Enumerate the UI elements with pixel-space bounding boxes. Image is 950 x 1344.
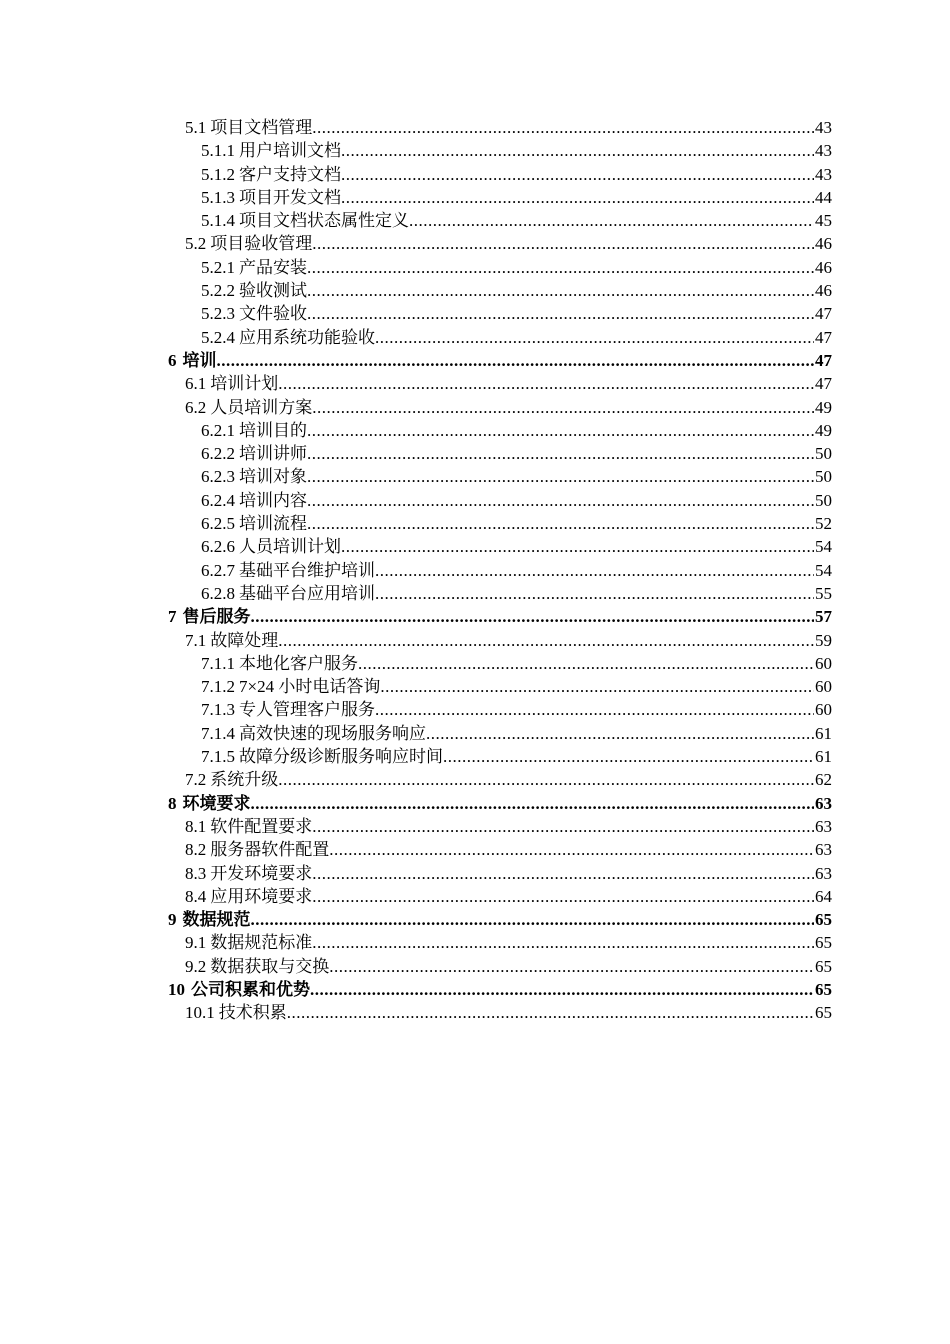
toc-entry-title: 技术积累 [218, 1003, 287, 1023]
toc-entry-title: 公司积累和优势 [191, 979, 310, 999]
toc-entry-number: 5.1.3 [201, 187, 235, 207]
toc-entry[interactable] [0, 349, 950, 372]
toc-entry-title: 数据规范标准 [210, 933, 313, 953]
toc-entry-number: 8.4 [185, 886, 207, 906]
toc-entry-page: 47 [815, 350, 832, 370]
toc-entry-page: 65 [815, 979, 832, 999]
toc-entry-page: 55 [815, 583, 832, 603]
toc-entry-number: 7.1.2 [201, 677, 235, 697]
toc-entry-page: 43 [815, 164, 832, 184]
toc-entry-line [201, 559, 832, 582]
toc-entry-number: 6.2.3 [201, 467, 235, 487]
toc-entry-line [185, 815, 832, 838]
toc-dot-leader [312, 396, 814, 419]
toc-entry-number: 6.1 [185, 374, 207, 394]
toc-dot-leader [341, 186, 814, 209]
toc-entry-title: 培训对象 [239, 467, 307, 487]
toc-entry[interactable] [0, 559, 950, 582]
toc-entry-line [185, 768, 832, 791]
toc-entry[interactable] [0, 698, 950, 721]
toc-entry-title: 专人管理客户服务 [239, 700, 375, 720]
toc-dot-leader [329, 955, 814, 978]
toc-entry-line [185, 232, 832, 255]
toc-entry-line [185, 885, 832, 908]
toc-entry-number: 9.2 [185, 956, 207, 976]
toc-dot-leader [312, 815, 814, 838]
toc-entry-line [185, 396, 832, 419]
toc-entry[interactable] [0, 396, 950, 419]
toc-entry-title: 故障处理 [210, 630, 279, 650]
toc-entry[interactable] [0, 302, 950, 325]
toc-entry-number: 9 [168, 910, 177, 930]
toc-entry-page: 43 [815, 118, 832, 137]
toc-entry-number: 9.1 [185, 933, 207, 953]
toc-entry-title: 基础平台应用培训 [239, 583, 375, 603]
toc-entry-title: 培训目的 [239, 420, 307, 440]
toc-entry-page: 60 [815, 677, 832, 697]
toc-entry-line [201, 163, 832, 186]
toc-entry-title: 产品安装 [239, 257, 307, 277]
toc-entry-title: 高效快速的现场服务响应 [239, 723, 426, 743]
toc-dot-leader [307, 489, 814, 512]
toc-entry[interactable] [0, 535, 950, 558]
toc-entry-page: 57 [815, 607, 832, 627]
table-of-contents [0, 116, 950, 1025]
toc-entry-title: 用户培训文档 [239, 141, 341, 161]
toc-dot-leader [307, 512, 814, 535]
toc-entry-title: 售后服务 [182, 607, 251, 627]
toc-entry[interactable] [0, 186, 950, 209]
toc-entry-title: 基础平台维护培训 [239, 560, 375, 580]
toc-dot-leader [307, 442, 814, 465]
toc-entry[interactable] [0, 326, 950, 349]
toc-entry-page: 54 [815, 537, 832, 557]
toc-dot-leader [375, 698, 814, 721]
toc-entry[interactable] [0, 722, 950, 745]
toc-entry-line [201, 535, 832, 558]
toc-dot-leader [287, 1001, 814, 1024]
toc-dot-leader [312, 862, 814, 885]
toc-entry-line [201, 302, 832, 325]
toc-dot-leader [341, 139, 814, 162]
toc-dot-leader [375, 559, 814, 582]
toc-dot-leader [307, 302, 814, 325]
toc-entry-number: 6.2.2 [201, 444, 235, 464]
toc-entry-line [201, 209, 832, 232]
toc-dot-leader [341, 163, 814, 186]
toc-entry[interactable] [0, 652, 950, 675]
toc-dot-leader [278, 629, 814, 652]
toc-entry[interactable] [0, 931, 950, 954]
toc-dot-leader [312, 931, 814, 954]
toc-entry-line [201, 279, 832, 302]
toc-entry-line [201, 186, 832, 209]
toc-entry-number: 5.1.4 [201, 211, 235, 231]
toc-entry-number: 7 [168, 607, 177, 627]
toc-dot-leader [312, 232, 814, 255]
toc-entry-page: 47 [815, 304, 832, 324]
toc-entry-line [168, 978, 832, 1001]
toc-entry[interactable] [0, 792, 950, 815]
toc-entry-page: 54 [815, 560, 832, 580]
toc-entry[interactable] [0, 745, 950, 768]
toc-entry[interactable] [0, 582, 950, 605]
toc-entry-number: 7.1.5 [201, 747, 235, 767]
toc-entry[interactable] [0, 978, 950, 1001]
toc-dot-leader [251, 605, 815, 628]
toc-entry-number: 5.2.1 [201, 257, 235, 277]
toc-entry-title: 数据获取与交换 [210, 956, 330, 976]
toc-entry[interactable] [0, 465, 950, 488]
toc-entry-page: 65 [815, 910, 832, 930]
toc-entry-number: 7.1.3 [201, 700, 235, 720]
toc-entry-title: 培训讲师 [239, 444, 307, 464]
toc-entry[interactable] [0, 675, 950, 698]
toc-entry[interactable] [0, 862, 950, 885]
toc-entry-line [201, 465, 832, 488]
toc-entry[interactable] [0, 116, 950, 139]
toc-dot-leader [375, 326, 814, 349]
toc-entry-number: 7.1.1 [201, 653, 235, 673]
toc-entry[interactable] [0, 955, 950, 978]
toc-entry-page: 59 [815, 630, 832, 650]
toc-entry[interactable] [0, 232, 950, 255]
toc-entry-title: 环境要求 [182, 793, 251, 813]
toc-entry[interactable] [0, 885, 950, 908]
toc-entry-page: 50 [815, 490, 832, 510]
toc-entry-line [201, 652, 832, 675]
toc-entry-number: 5.2.4 [201, 327, 235, 347]
toc-entry[interactable] [0, 512, 950, 535]
toc-entry-number: 5.1.1 [201, 141, 235, 161]
toc-entry-page: 60 [815, 700, 832, 720]
toc-entry-line [201, 139, 832, 162]
toc-entry-title: 项目文档管理 [210, 118, 313, 137]
toc-entry-number: 6.2.8 [201, 583, 235, 603]
toc-entry-number: 8.2 [185, 840, 207, 860]
toc-entry-line [168, 605, 832, 628]
toc-entry-number: 7.1 [185, 630, 207, 650]
toc-dot-leader [380, 675, 814, 698]
toc-dot-leader [341, 535, 814, 558]
toc-entry-number: 6.2.6 [201, 537, 235, 557]
toc-entry[interactable] [0, 838, 950, 861]
toc-entry-page: 50 [815, 444, 832, 464]
toc-entry-page: 63 [815, 793, 832, 813]
toc-entry-title: 客户支持文档 [239, 164, 341, 184]
toc-entry-line [201, 745, 832, 768]
toc-entry-page: 45 [815, 211, 832, 231]
toc-entry-title: 人员培训方案 [210, 397, 313, 417]
toc-entry-line [201, 326, 832, 349]
toc-entry-title: 数据规范 [182, 910, 251, 930]
toc-entry-number: 8.3 [185, 863, 207, 883]
toc-entry[interactable] [0, 605, 950, 628]
toc-entry-page: 46 [815, 281, 832, 301]
toc-entry[interactable] [0, 279, 950, 302]
toc-dot-leader [307, 256, 814, 279]
toc-dot-leader [329, 838, 814, 861]
toc-dot-leader [375, 582, 814, 605]
toc-entry-number: 10 [168, 979, 185, 999]
toc-entry[interactable] [0, 629, 950, 652]
toc-entry-page: 65 [815, 933, 832, 953]
toc-entry-page: 60 [815, 653, 832, 673]
toc-entry-number: 5.2.3 [201, 304, 235, 324]
toc-entry-title: 开发环境要求 [210, 863, 313, 883]
toc-entry-title: 软件配置要求 [210, 816, 313, 836]
toc-entry-page: 62 [815, 770, 832, 790]
toc-entry[interactable] [0, 908, 950, 931]
toc-entry-line [185, 862, 832, 885]
toc-entry-title: 培训内容 [239, 490, 307, 510]
toc-entry-line [168, 349, 832, 372]
toc-entry-title: 应用系统功能验收 [239, 327, 375, 347]
toc-entry-line [168, 792, 832, 815]
toc-entry-page: 65 [815, 1003, 832, 1023]
toc-entry-page: 50 [815, 467, 832, 487]
toc-entry[interactable] [0, 139, 950, 162]
toc-entry-page: 63 [815, 816, 832, 836]
toc-entry-number: 7.1.4 [201, 723, 235, 743]
toc-entry-line [201, 722, 832, 745]
toc-entry-number: 6.2 [185, 397, 207, 417]
toc-entry-title: 7×24 小时电话答询 [239, 677, 381, 697]
toc-entry-page: 61 [815, 723, 832, 743]
toc-entry-title: 系统升级 [210, 770, 279, 790]
toc-entry-page: 52 [815, 514, 832, 534]
toc-entry-line [185, 931, 832, 954]
toc-entry-line [201, 675, 832, 698]
toc-entry-title: 项目文档状态属性定义 [239, 211, 409, 231]
toc-entry-number: 6 [168, 350, 177, 370]
toc-entry-title: 验收测试 [239, 281, 307, 301]
toc-entry-page: 43 [815, 141, 832, 161]
toc-entry[interactable] [0, 489, 950, 512]
toc-entry-title: 项目开发文档 [239, 187, 341, 207]
toc-dot-leader [217, 349, 815, 372]
toc-dot-leader [426, 722, 814, 745]
toc-entry-number: 8.1 [185, 816, 207, 836]
toc-entry-title: 服务器软件配置 [210, 840, 330, 860]
toc-entry-number: 6.2.1 [201, 420, 235, 440]
toc-entry-page: 63 [815, 840, 832, 860]
toc-entry-line [201, 442, 832, 465]
toc-entry-page: 46 [815, 234, 832, 254]
toc-entry-line [201, 582, 832, 605]
toc-entry-number: 6.2.7 [201, 560, 235, 580]
toc-dot-leader [278, 372, 814, 395]
toc-entry-line [185, 372, 832, 395]
toc-entry-title: 本地化客户服务 [239, 653, 358, 673]
toc-entry[interactable] [0, 815, 950, 838]
toc-entry-number: 5.2.2 [201, 281, 235, 301]
toc-entry[interactable] [0, 419, 950, 442]
toc-dot-leader [251, 908, 815, 931]
toc-entry-page: 47 [815, 327, 832, 347]
toc-entry-number: 5.2 [185, 234, 207, 254]
toc-dot-leader [307, 279, 814, 302]
toc-entry-number: 6.2.5 [201, 514, 235, 534]
toc-entry-title: 项目验收管理 [210, 234, 313, 254]
toc-entry-line [168, 908, 832, 931]
toc-entry-line [201, 419, 832, 442]
toc-entry-page: 49 [815, 420, 832, 440]
toc-entry-title: 故障分级诊断服务响应时间 [239, 747, 443, 767]
toc-entry-title: 培训 [182, 350, 217, 370]
toc-entry-title: 人员培训计划 [239, 537, 341, 557]
toc-entry-page: 64 [815, 886, 832, 906]
toc-entry[interactable] [0, 1001, 950, 1024]
toc-dot-leader [443, 745, 814, 768]
toc-entry-number: 5.1.2 [201, 164, 235, 184]
toc-entry-line [185, 116, 832, 139]
toc-entry-page: 46 [815, 257, 832, 277]
toc-entry-page: 65 [815, 956, 832, 976]
toc-entry-line [185, 1001, 832, 1024]
toc-dot-leader [278, 768, 814, 791]
toc-entry-title: 培训计划 [210, 374, 279, 394]
toc-entry-number: 5.1 [185, 118, 207, 137]
toc-dot-leader [358, 652, 814, 675]
toc-entry-page: 44 [815, 187, 832, 207]
toc-entry-number: 6.2.4 [201, 490, 235, 510]
toc-entry-page: 49 [815, 397, 832, 417]
toc-entry[interactable] [0, 256, 950, 279]
toc-dot-leader [312, 116, 814, 139]
toc-dot-leader [310, 978, 814, 1001]
toc-entry[interactable] [0, 209, 950, 232]
toc-entry-page: 63 [815, 863, 832, 883]
toc-dot-leader [307, 465, 814, 488]
toc-dot-leader [251, 792, 815, 815]
toc-entry-line [201, 489, 832, 512]
toc-entry-number: 8 [168, 793, 177, 813]
toc-entry[interactable] [0, 442, 950, 465]
toc-entry-line [185, 955, 832, 978]
toc-entry-title: 培训流程 [239, 514, 307, 534]
toc-entry-page: 47 [815, 374, 832, 394]
toc-entry-line [185, 629, 832, 652]
toc-entry-number: 10.1 [185, 1003, 215, 1023]
toc-entry-line [185, 838, 832, 861]
toc-entry-title: 文件验收 [239, 304, 307, 324]
toc-entry[interactable] [0, 768, 950, 791]
toc-dot-leader [312, 885, 814, 908]
toc-entry-line [201, 698, 832, 721]
toc-entry-line [201, 512, 832, 535]
toc-entry-number: 7.2 [185, 770, 207, 790]
toc-dot-leader [409, 209, 814, 232]
toc-entry[interactable] [0, 163, 950, 186]
toc-entry-page: 61 [815, 747, 832, 767]
toc-entry-title: 应用环境要求 [210, 886, 313, 906]
toc-dot-leader [307, 419, 814, 442]
toc-entry[interactable] [0, 372, 950, 395]
toc-entry-line [201, 256, 832, 279]
